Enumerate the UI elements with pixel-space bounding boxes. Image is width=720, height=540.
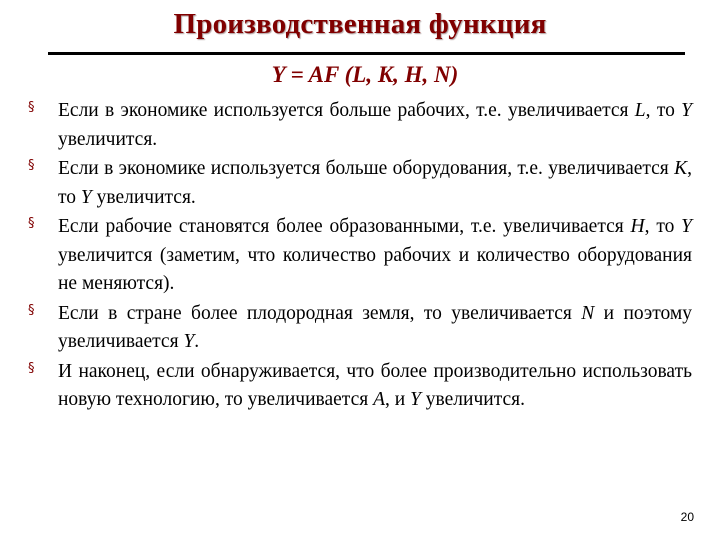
- text-fragment: увеличится.: [91, 186, 196, 208]
- variable-symbol: N: [581, 302, 595, 324]
- variable-symbol: Y: [183, 331, 195, 352]
- title-divider: [48, 52, 685, 55]
- text-fragment: Если рабочие становятся более образованными, т.е. увеличивается: [58, 216, 631, 237]
- variable-symbol: Y: [80, 186, 92, 208]
- text-fragment: , то: [644, 216, 682, 237]
- bullet-marker-icon: §: [28, 216, 35, 231]
- page-number: 20: [680, 510, 694, 524]
- bullet-text: [58, 155, 692, 212]
- text-fragment: увеличится (заметим, что количество рабочих и количество оборудования не меняются).: [58, 244, 692, 294]
- variable-symbol: H: [630, 216, 645, 237]
- variable-symbol: A: [373, 389, 385, 410]
- production-function-formula: Y = AF (L, K, H, N): [271, 62, 459, 87]
- bullet-item: [28, 300, 692, 357]
- bullet-text: [58, 300, 692, 357]
- variable-symbol: L: [634, 100, 646, 121]
- bullet-list: [28, 97, 692, 416]
- bullet-marker-icon: §: [28, 158, 35, 173]
- bullet-marker-icon: §: [28, 360, 35, 376]
- text-fragment: Если в стране более плодородная земля, то увеличивается: [58, 302, 582, 324]
- bullet-item: [28, 155, 692, 212]
- bullet-marker-icon: §: [28, 302, 35, 318]
- text-fragment: .: [194, 331, 200, 352]
- text-fragment: , и: [385, 389, 411, 410]
- variable-symbol: Y: [681, 100, 693, 121]
- text-fragment: Если в экономике используется больше рабочих, т.е. увеличивается: [58, 100, 635, 121]
- bullet-text: [58, 358, 692, 415]
- bullet-text: [58, 213, 692, 299]
- text-fragment: и поэтому увеличивается: [58, 302, 692, 352]
- variable-symbol: Y: [681, 216, 693, 237]
- variable-symbol: K: [674, 158, 688, 179]
- text-fragment: , то: [645, 100, 682, 121]
- text-fragment: , то: [58, 158, 692, 208]
- bullet-item: [28, 213, 692, 299]
- bullet-item: [28, 97, 692, 154]
- text-fragment: увеличится.: [58, 128, 158, 150]
- text-fragment: И наконец, если обнаруживается, что более производительно использовать новую технологию, то увеличивается: [58, 360, 692, 410]
- bullet-item: [28, 358, 692, 415]
- text-fragment: Если в экономике используется больше оборудования, т.е. увеличивается: [58, 158, 675, 179]
- bullet-marker-icon: §: [28, 100, 35, 115]
- text-fragment: увеличится.: [420, 389, 525, 410]
- bullet-text: [58, 97, 692, 154]
- variable-symbol: Y: [410, 389, 421, 410]
- slide-title: Производственная функция: [173, 8, 547, 40]
